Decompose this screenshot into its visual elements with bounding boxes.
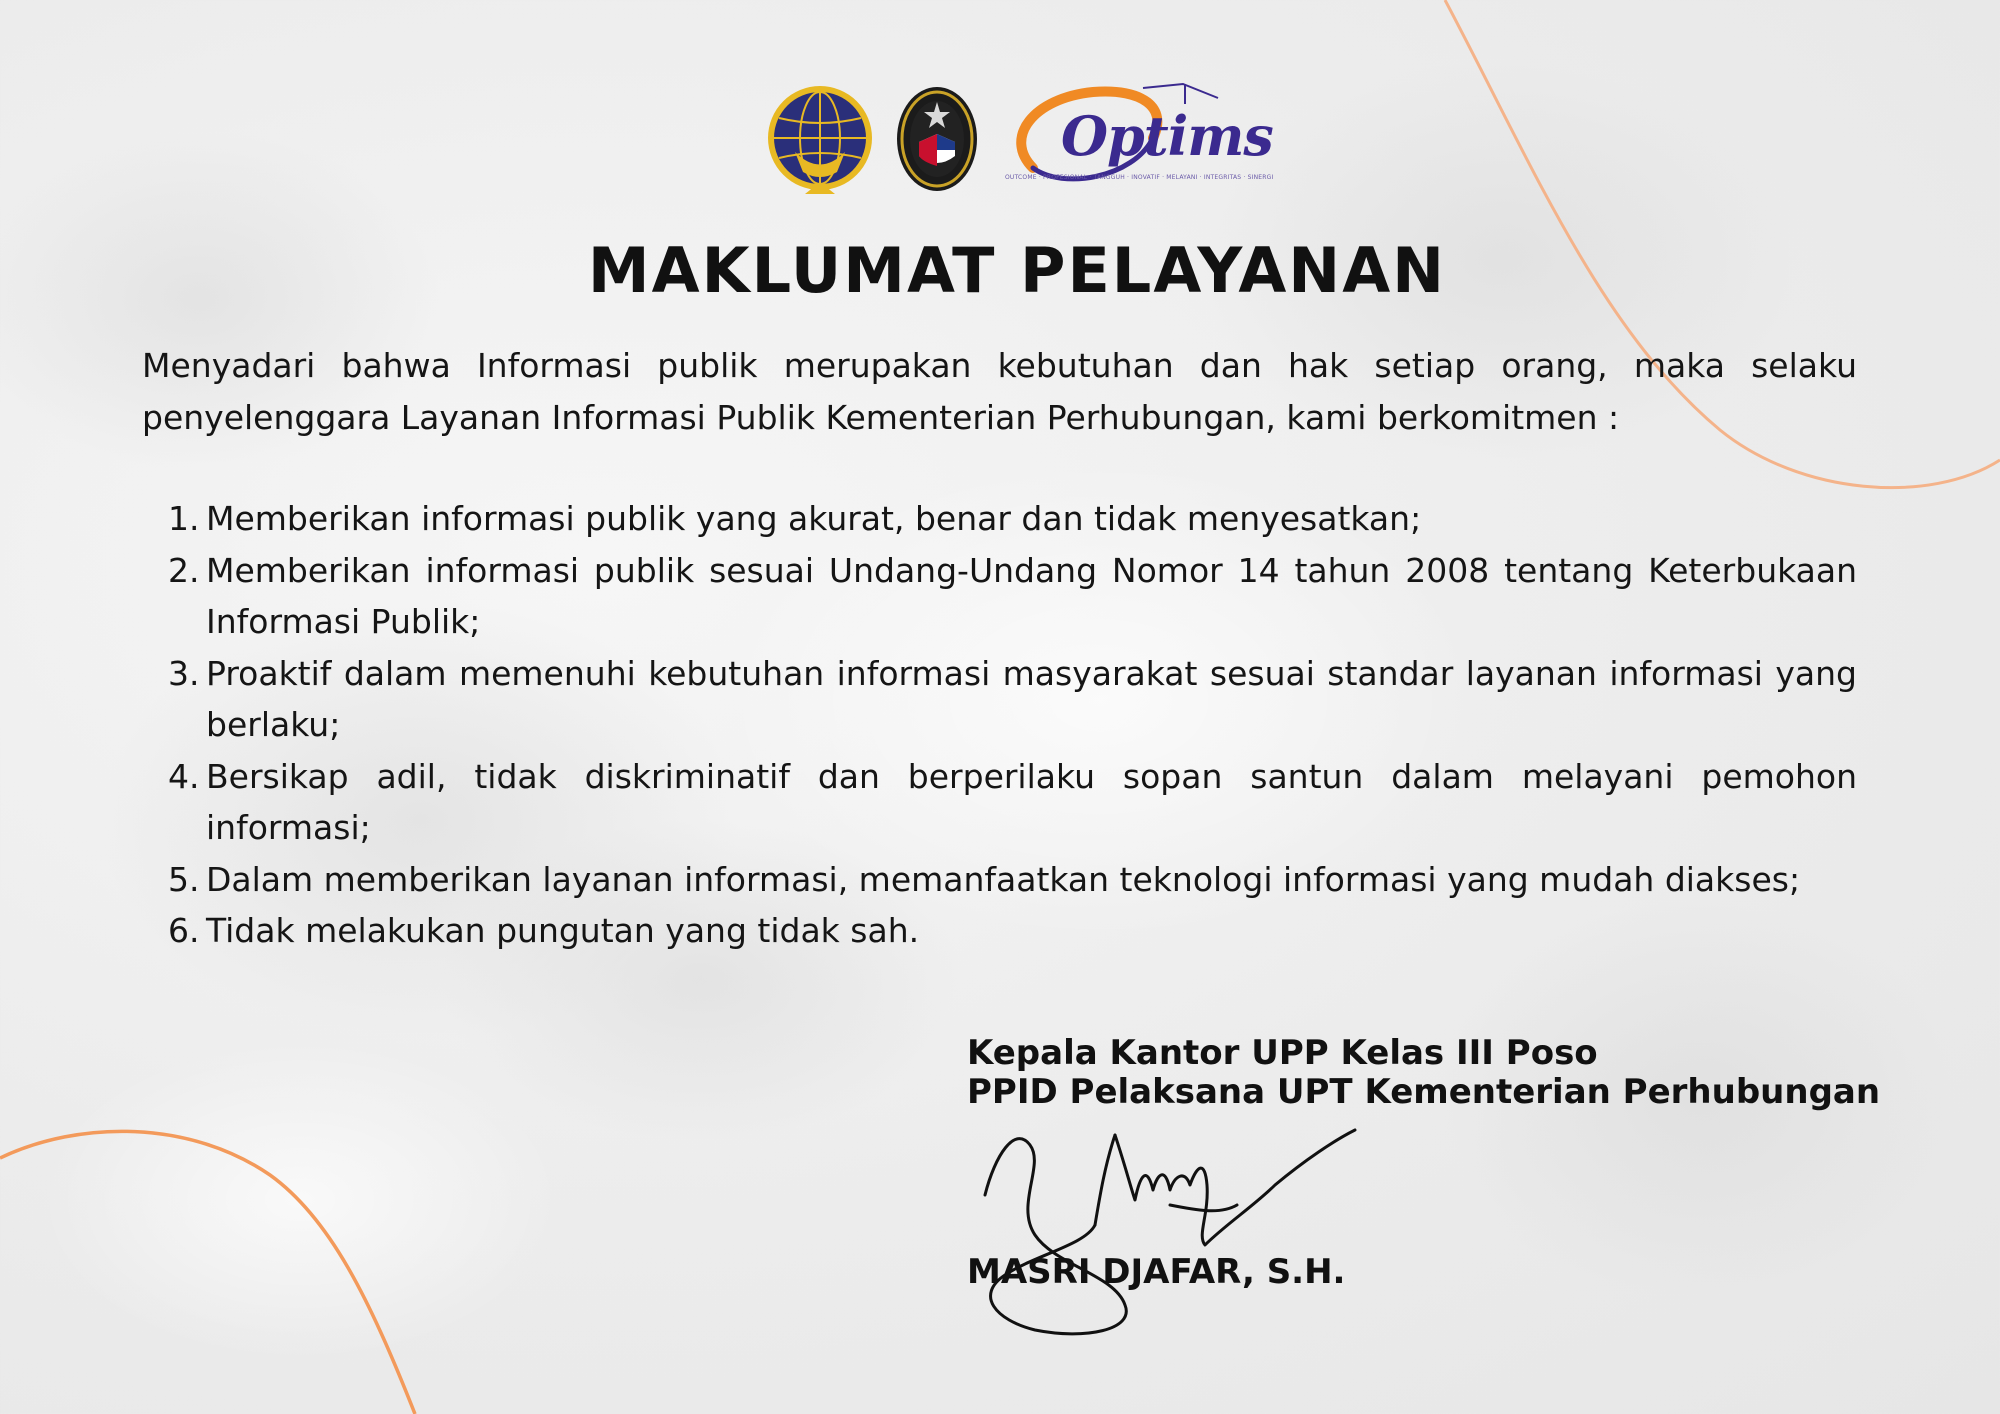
signatory-block (967, 1033, 1881, 1112)
commitment-item (158, 493, 1857, 545)
commitment-item (158, 648, 1857, 751)
commitment-item (158, 751, 1857, 854)
commitment-number: 1. (168, 499, 200, 538)
optims-tagline: OUTCOME · PROFESIONAL · TANGGUH · INOVATIF · MELAYANI · INTEGRITAS · SINERGI (1005, 174, 1274, 181)
commitment-item (158, 905, 1857, 957)
commitment-text: Tidak melakukan pungutan yang tidak sah. (206, 911, 920, 950)
optims-wordmark: Optims (1061, 104, 1273, 168)
commitment-item (158, 545, 1857, 648)
commitment-text: Bersikap adil, tidak diskriminatif dan berperilaku sopan santun dalam melayani pemohon informasi; (206, 756, 1857, 847)
dephub-globe-emblem-icon (765, 82, 875, 200)
commitment-item (158, 854, 1857, 906)
signatory-position-line2: PPID Pelaksana UPT Kementerian Perhubungan (967, 1072, 1881, 1112)
commitment-number: 5. (168, 859, 200, 899)
commitment-text: Memberikan informasi publik sesuai Undang-Undang Nomor 14 tahun 2008 tentang Keterbukaan Informasi Publik; (206, 550, 1857, 641)
commitment-text: Proaktif dalam memenuhi kebutuhan informasi masyarakat sesuai standar layanan informasi yang berlaku; (206, 653, 1857, 744)
page-title: MAKLUMAT PELAYANAN (587, 234, 1447, 307)
commitment-text: Dalam memberikan layanan informasi, memanfaatkan teknologi informasi yang mudah diakses; (206, 859, 1801, 899)
signatory-position-line1: Kepala Kantor UPP Kelas III Poso (967, 1033, 1598, 1073)
logo-row (765, 78, 1274, 208)
commitment-list (158, 493, 1857, 957)
pelayanan-integritas-seal-icon (895, 84, 979, 194)
commitment-number: 4. (168, 756, 200, 796)
commitment-number: 6. (168, 911, 200, 950)
commitment-number: 3. (168, 653, 200, 693)
optims-logo (993, 78, 1274, 208)
commitment-number: 2. (168, 550, 200, 590)
commitment-text: Memberikan informasi publik yang akurat, benar dan tidak menyesatkan; (206, 499, 1422, 538)
handwritten-signature (975, 1105, 1375, 1345)
signatory-name: MASRI DJAFAR, S.H. (967, 1252, 1346, 1292)
intro-paragraph: Menyadari bahwa Informasi publik merupakan kebutuhan dan hak setiap orang, maka selaku penyelenggara Layanan Informasi Publik Kementerian Perhubungan, kami berkomitmen : (142, 346, 1857, 437)
